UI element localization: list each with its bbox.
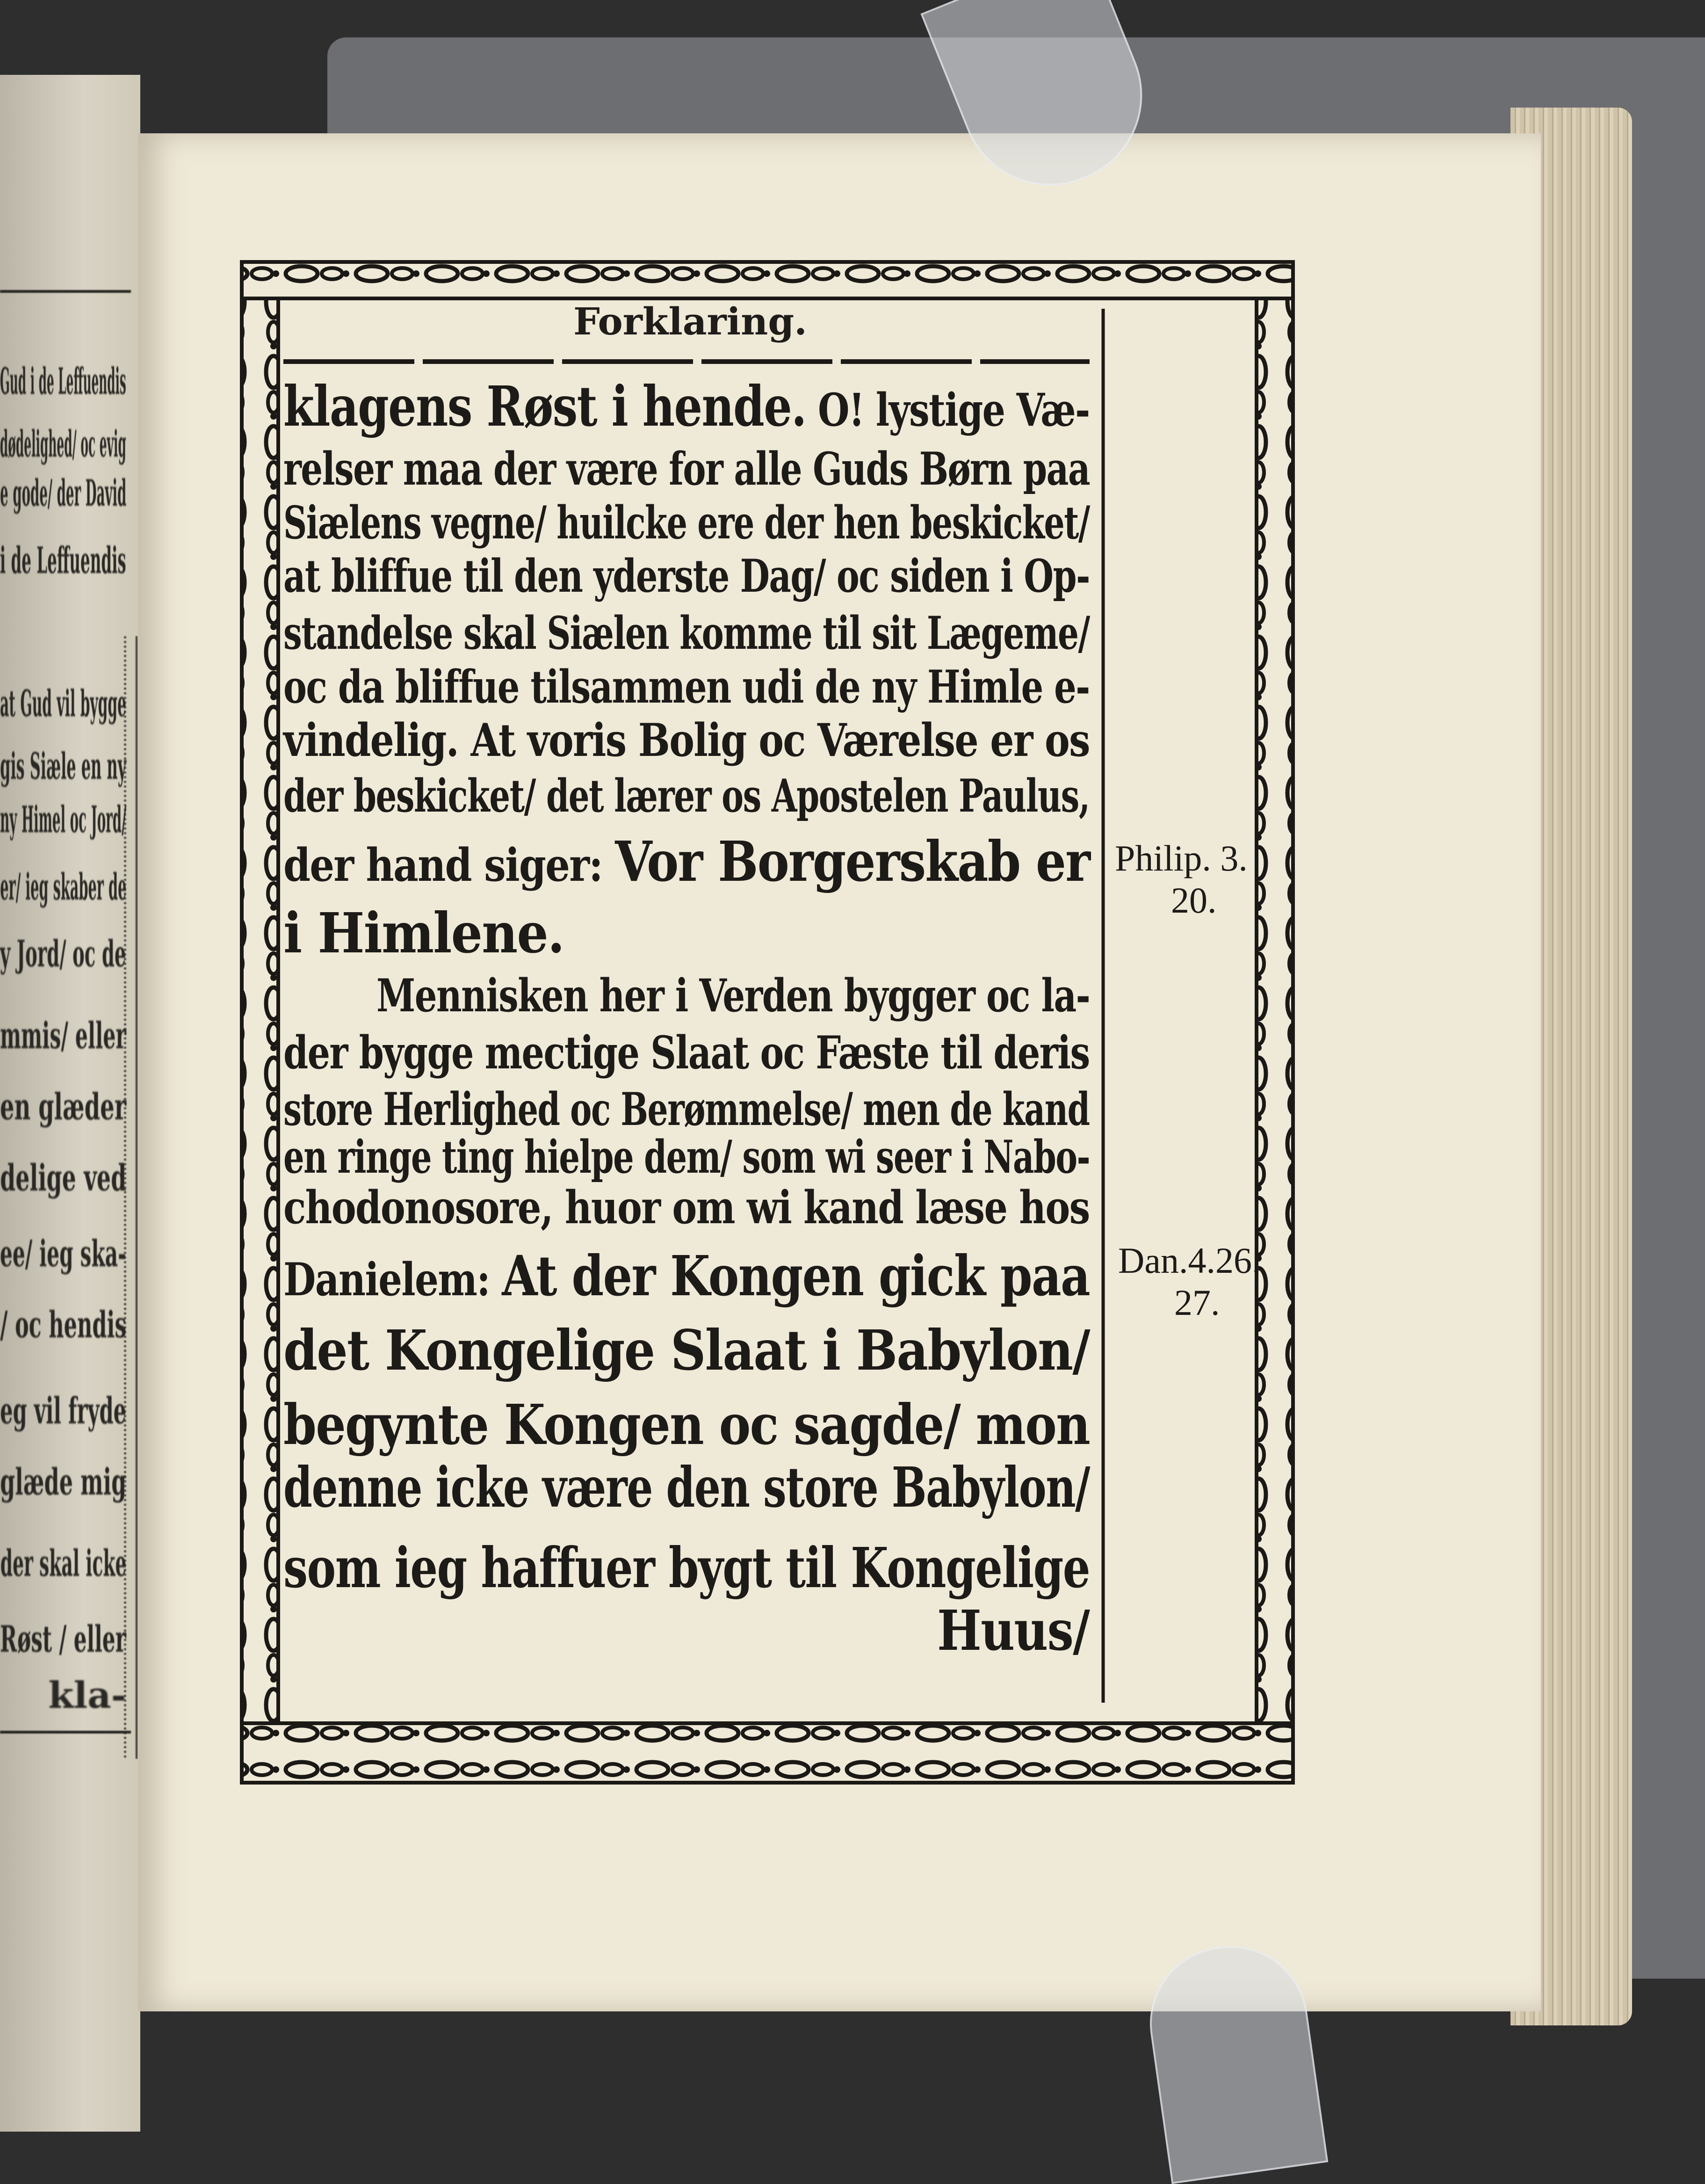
left-page-line: gis Siæle en ny: [0, 745, 126, 788]
frame-right: [1257, 298, 1293, 1723]
body-text: standelse skal Siælen komme til sit Lægeme/: [283, 607, 1090, 660]
body-text: at bliffue til den yderste Dag/ oc siden i Op-: [283, 550, 1090, 602]
running-header: Forklaring.: [573, 299, 808, 343]
text-line: [283, 1535, 1090, 1601]
text-line: [283, 1243, 1090, 1309]
text-line: [283, 1392, 1090, 1458]
text-line: [283, 763, 1090, 829]
body-text: der beskicket/ det lærer os Apostelen Paulus,: [283, 769, 1090, 822]
left-page-line: er/ ieg skaber de: [0, 866, 126, 908]
margin-note-philip: [1115, 837, 1248, 921]
text-line: [376, 963, 1090, 1029]
text-line: [283, 1318, 1090, 1383]
text-line: [283, 1175, 1090, 1241]
body-text: O! lystige Væ-: [806, 384, 1090, 436]
emphasized-text: Huus/: [937, 1598, 1090, 1663]
left-page-line: / oc hendis: [0, 1304, 126, 1346]
left-page-line: e gode/ der David: [0, 472, 126, 515]
text-line: [283, 1455, 1090, 1520]
text-line: [283, 1020, 1090, 1086]
emphasized-text: At der Kongen gick paa: [502, 1243, 1090, 1308]
left-page-line: at Gud vil bygge: [0, 682, 126, 725]
left-page-line: Gud i de Leffuendis: [0, 360, 126, 403]
body-text: der hand siger:: [283, 839, 615, 892]
body-text: en ringe ting hielpe dem/ som wi seer i Nabo-: [283, 1131, 1090, 1183]
left-page-line: en glæder: [0, 1086, 126, 1128]
left-page-line: i de Leffuendis: [0, 539, 126, 582]
emphasized-text: som ieg haffuer bygt til Kongelige: [283, 1535, 1090, 1600]
left-page-line: der skal icke: [0, 1542, 126, 1585]
frame-left: [242, 298, 278, 1723]
body-text: relser maa der være for alle Guds Børn paa: [283, 443, 1090, 495]
body-text: der bygge mectige Slaat oc Fæste til deris: [283, 1026, 1090, 1079]
left-page-line: mmis/ eller: [0, 1015, 126, 1057]
margin-note-line: 27.: [1174, 1282, 1220, 1323]
left-page-line: kla-: [48, 1674, 126, 1717]
left-page-line: delige ved: [0, 1157, 126, 1199]
emphasized-text: klagens Røst i hende.: [283, 374, 806, 439]
emphasized-text: begynte Kongen oc sagde/ mon: [283, 1392, 1090, 1457]
emphasized-text: Vor Borgerskab er: [615, 829, 1090, 894]
left-page-line: Røst / eller: [0, 1618, 126, 1661]
left-page-line: ee/ ieg ska-: [0, 1233, 126, 1275]
body-text: vindelig. At voris Bolig oc Værelse er os: [283, 714, 1090, 767]
emphasized-text: denne icke være den store Babylon/: [283, 1455, 1090, 1520]
text-line: [937, 1598, 1089, 1663]
body-text: chodonosore, huor om wi kand læse hos: [283, 1181, 1090, 1234]
emphasized-text: det Kongelige Slaat i Babylon/: [283, 1318, 1090, 1383]
margin-note-line: 20.: [1171, 880, 1217, 921]
text-line: [283, 544, 1090, 609]
left-page-line: glæde mig: [0, 1461, 126, 1503]
body-text: Siælens vegne/ huilcke ere der hen beskicket/: [283, 496, 1090, 549]
text-line: [283, 900, 564, 966]
margin-note-line: Philip. 3.: [1115, 838, 1248, 878]
body-text: store Herlighed oc Berømmelse/ men de kand: [283, 1083, 1090, 1136]
frame-bottom: [242, 1723, 1293, 1783]
margin-note-daniel: [1118, 1240, 1261, 1324]
margin-note-line: Dan.4.26.: [1118, 1240, 1261, 1281]
text-line: [283, 374, 1090, 439]
body-text: Danielem:: [283, 1253, 502, 1306]
frame-top: [242, 262, 1293, 298]
emphasized-text: i Himlene.: [283, 900, 564, 965]
text-line: [283, 829, 1090, 894]
left-page-line: ny Himel oc Jord/: [0, 798, 126, 841]
left-page-line: dødelighed/ oc evig: [0, 423, 126, 465]
body-text: Mennisken her i Verden bygger oc la-: [376, 969, 1090, 1022]
left-page-line: y Jord/ oc de: [0, 933, 126, 975]
body-text: oc da bliffue tilsammen udi de ny Himle e-: [283, 660, 1090, 713]
left-page-line: eg vil fryde: [0, 1390, 126, 1432]
